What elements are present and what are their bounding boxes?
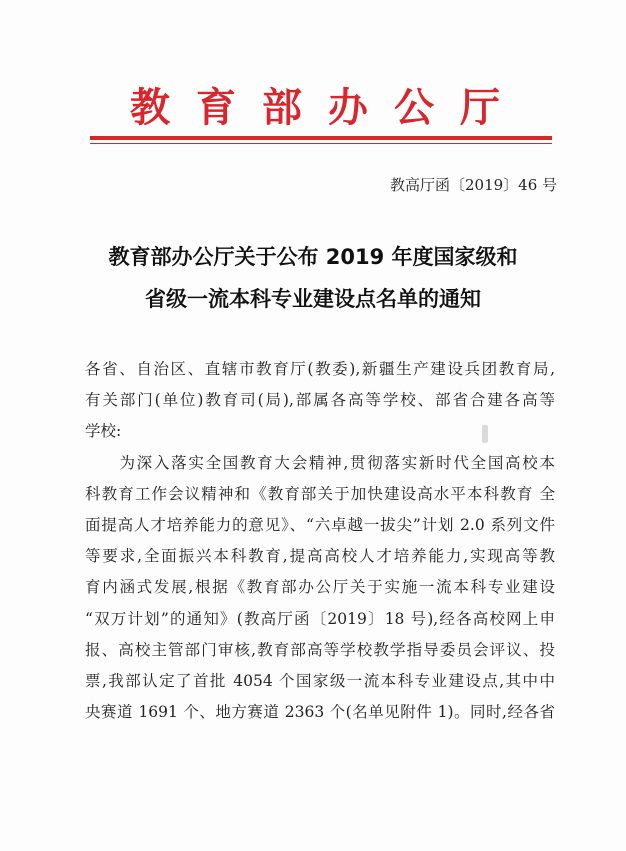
body-line: 学校:	[85, 422, 122, 441]
body-line: 育内涵式发展,根据《教育部办公厅关于实施一流本科专业建设	[85, 578, 555, 597]
body-line: 有关部门(单位)教育司(局),部属各高等学校、部省合建各高等	[85, 391, 555, 410]
body-line: “双万计划”的通知》(教高厅函〔2019〕18 号),经各高校网上申	[85, 609, 555, 628]
document-body	[85, 354, 555, 728]
document-number: 教高厅函〔2019〕46 号	[390, 176, 558, 194]
body-line: 各省、自治区、直辖市教育厅(教委),新疆生产建设兵团教育局,	[85, 360, 555, 378]
scan-smudge	[482, 425, 488, 443]
issuing-office-header: 教育部办公厅	[130, 84, 526, 131]
body-line: 面提高人才培养能力的意见》、“六卓越一拔尖”计划 2.0 系列文件	[85, 515, 555, 534]
body-line: 票,我部认定了首批 4054 个国家级一流本科专业建设点,其中中	[85, 671, 555, 690]
header-red-rule-thin	[90, 143, 552, 144]
title-line-2: 省级一流本科专业建设点名单的通知	[145, 287, 481, 311]
header-red-rule-thick	[90, 136, 552, 140]
body-line: 为深入落实全国教育大会精神,贯彻落实新时代全国高校本	[85, 453, 555, 472]
title-line-1: 教育部办公厅关于公布 2019 年度国家级和	[108, 245, 518, 269]
body-line: 等要求,全面振兴本科教育,提高高校人才培养能力,实现高等教	[85, 547, 555, 566]
body-line: 报、高校主管部门审核,教育部高等学校教学指导委员会评议、投	[85, 640, 555, 659]
body-line: 央赛道 1691 个、地方赛道 2363 个(名单见附件 1)。同时,经各省	[85, 703, 555, 722]
body-line: 科教育工作会议精神和《教育部关于加快建设高水平本科教育 全	[85, 484, 555, 503]
document-title	[60, 236, 566, 320]
